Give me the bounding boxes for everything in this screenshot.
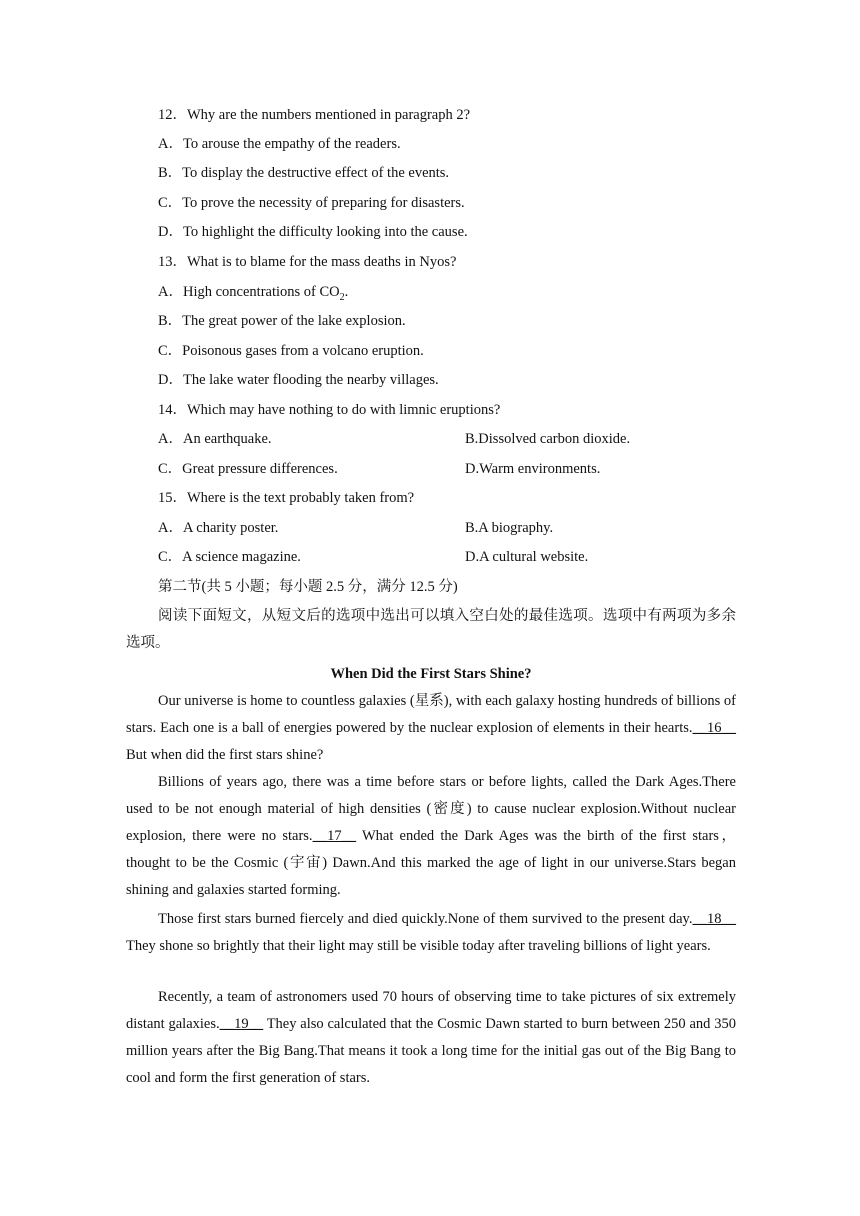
option-15-b: B.A biography. — [465, 520, 554, 536]
passage-paragraph-3: Those first stars burned fiercely and died quickly.None of them survived to the present day.__18__ They shone so brightly that their light may still be visible today after traveling billions of light years. — [126, 911, 736, 954]
passage-paragraph-1: Our universe is home to countless galaxies (星系), with each galaxy hosting hundreds of billions of stars. Each one is a ball of energies powered by the nuclear explosion of elements in their hearts.__16__ But when did the first stars shine? — [126, 693, 736, 763]
question-number: 15． — [158, 490, 187, 506]
option-12-a: A．To arouse the empathy of the readers. — [158, 136, 401, 152]
option-12-c: C．To prove the necessity of preparing for disasters. — [158, 195, 465, 211]
question-14 — [158, 401, 500, 419]
question-text: Where is the text probably taken from? — [187, 490, 415, 506]
blank-18: __18__ — [692, 911, 736, 927]
option-14-a: A．An earthquake. — [158, 431, 272, 447]
option-14-b: B.Dissolved carbon dioxide. — [465, 431, 631, 447]
option-14-d: D.Warm environments. — [465, 461, 601, 477]
question-text: Which may have nothing to do with limnic eruptions? — [187, 402, 501, 418]
question-13 — [158, 253, 456, 271]
option-13-b: B．The great power of the lake explosion. — [158, 313, 406, 329]
option-15-d: D.A cultural website. — [465, 549, 589, 565]
question-text: Why are the numbers mentioned in paragraph 2? — [187, 107, 471, 123]
option-12-d: D．To highlight the difficulty looking into the cause. — [158, 224, 468, 240]
option-13-d: D．The lake water flooding the nearby villages. — [158, 372, 439, 388]
passage-title: When Did the First Stars Shine? — [330, 666, 532, 682]
option-15-c: C．A science magazine. — [158, 549, 301, 565]
option-15-a: A．A charity poster. — [158, 520, 279, 536]
blank-19: __19__ — [219, 1016, 264, 1032]
section-instruction: 阅读下面短文，从短文后的选项中选出可以填入空白处的最佳选项。选项中有两项为多余选项。 — [126, 608, 736, 651]
question-15 — [158, 489, 414, 507]
section-heading: 第二节(共 5 小题；每小题 2.5 分，满分 12.5 分) — [158, 579, 458, 595]
question-12 — [158, 106, 470, 124]
passage-paragraph-2: Billions of years ago, there was a time before stars or before lights, called the Dark Ages.There used to be not enough material of high densities (密度) to cause nuclear explosion.Without nuclear explosion, there were no stars.__17__ What ended the Dark Ages was the birth of the first stars，thought to be the Cosmic (宇宙) Dawn.And this marked the age of light in our universe.Stars began shining and galaxies started forming. — [126, 774, 736, 898]
passage-paragraph-4: Recently, a team of astronomers used 70 hours of observing time to take pictures of six extremely distant galaxies.__19__ They also calculated that the Cosmic Dawn started to burn between 250 and 350 million years after the Big Bang.That means it took a long time for the initial gas out of the Big Bang to cool and form the first generation of stars. — [126, 989, 737, 1086]
blank-16: __16__ — [692, 720, 736, 736]
option-13-c: C．Poisonous gases from a volcano eruption. — [158, 343, 424, 359]
question-number: 12． — [158, 107, 187, 123]
question-number: 14． — [158, 402, 187, 418]
option-14-c: C．Great pressure differences. — [158, 461, 338, 477]
blank-17: __17__ — [312, 828, 357, 844]
option-12-b: B．To display the destructive effect of the events. — [158, 165, 450, 181]
option-13-a: A．High concentrations of $CO_2$. — [158, 284, 349, 303]
question-number: 13． — [158, 254, 187, 270]
question-text: What is to blame for the mass deaths in Nyos? — [187, 254, 457, 270]
